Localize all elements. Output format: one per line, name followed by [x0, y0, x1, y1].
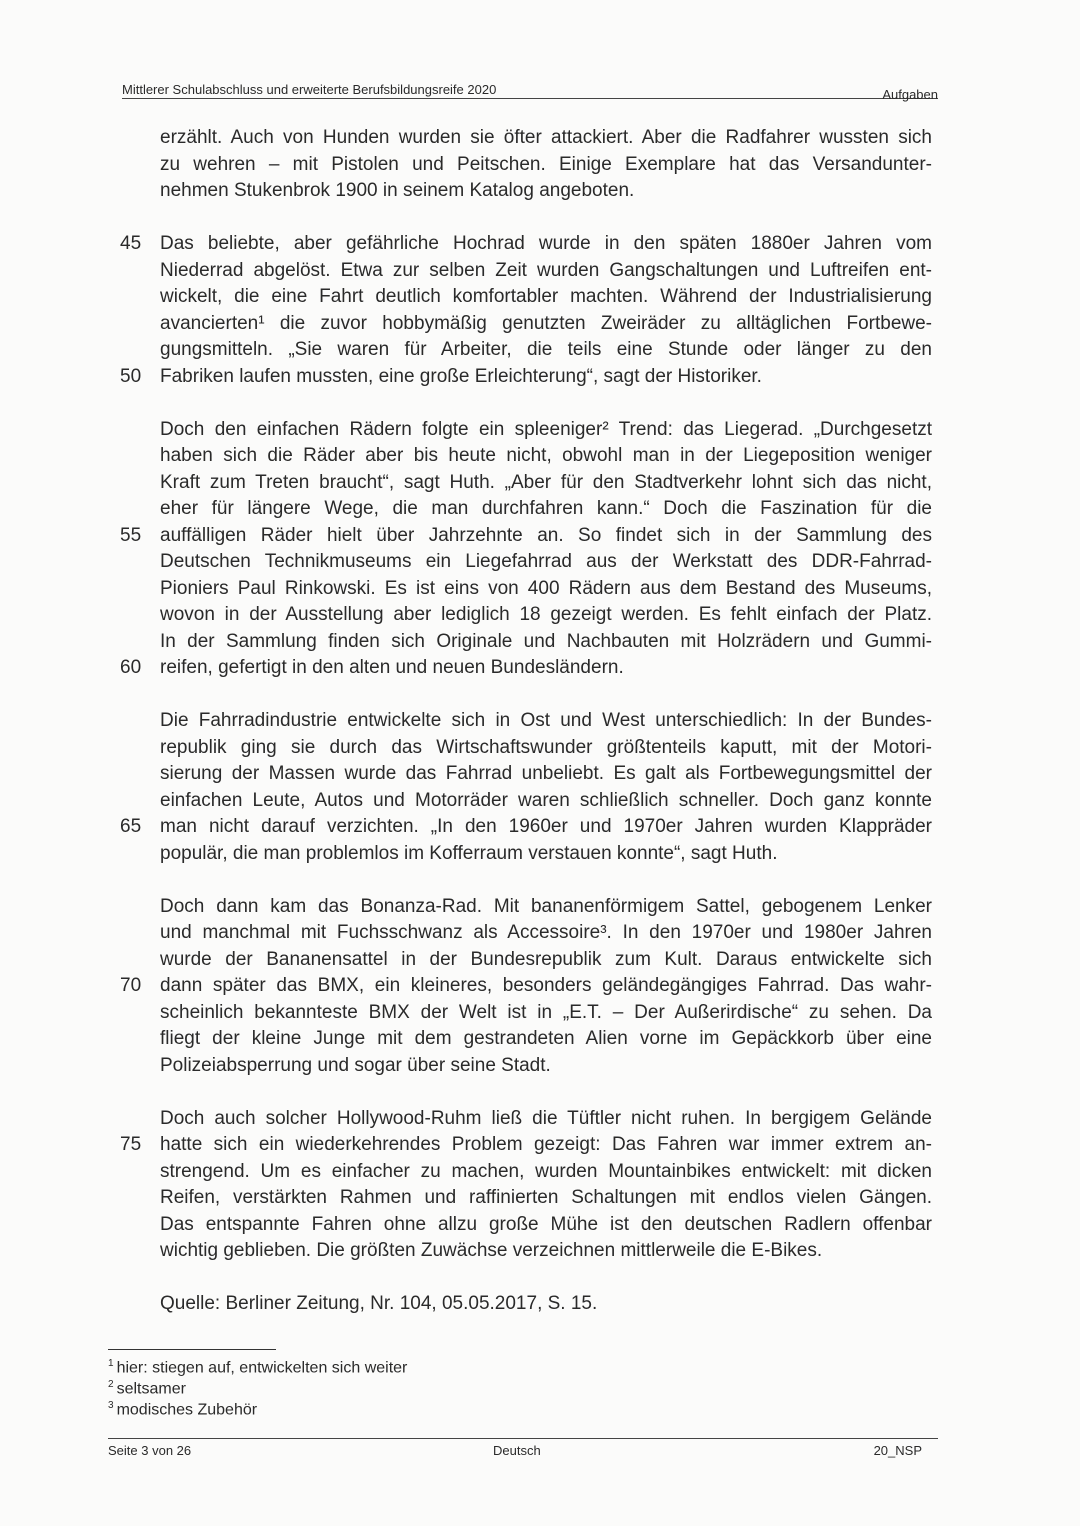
text-line	[160, 1000, 932, 1027]
text-line	[160, 629, 932, 656]
text-line	[160, 417, 932, 444]
line-text: nehmen Stukenbrok 1900 in seinem Katalog angeboten.	[160, 180, 635, 201]
text-line	[160, 761, 932, 788]
line-text: Deutschen Technikmuseums ein Liegefahrrad aus der Werkstatt des DDR-Fahrrad-	[160, 551, 932, 572]
line-text: Kraft zum Treten braucht“, sagt Huth. „Aber für den Stadtverkehr lohnt sich das nicht,	[160, 471, 932, 493]
line-text: wichtig geblieben. Die größten Zuwächse verzeichnen mittlerweile die E-Bikes.	[160, 1240, 823, 1261]
line-text: eher für längere Wege, die man durchfahren kann.“ Doch die Faszination für die	[160, 498, 932, 519]
text-line	[160, 549, 932, 576]
line-text: dann später das BMX, ein kleineres, besonders geländegängiges Fahrrad. Das wahr-	[160, 975, 932, 996]
paragraph-gap	[160, 1265, 932, 1292]
text-line	[160, 178, 932, 205]
line-text: populär, die man problemlos im Kofferraum verstauen konnte“, sagt Huth.	[160, 842, 778, 864]
line-text: hatte sich ein wiederkehrendes Problem gezeigt: Das Fahren war immer extrem an-	[160, 1134, 932, 1155]
text-line	[160, 125, 932, 152]
text-line	[160, 1159, 932, 1186]
paragraph-gap	[160, 682, 932, 709]
paragraph-gap	[160, 390, 932, 417]
line-text: haben sich die Räder aber bis heute nicht, obwohl man in der Liegeposition weniger	[160, 445, 932, 466]
footnote-mark: 3	[108, 1400, 114, 1411]
line-text: Doch den einfachen Rädern folgte ein spleeniger² Trend: das Liegerad. „Durchgesetzt	[160, 418, 932, 440]
text-line	[160, 735, 932, 762]
source-citation	[160, 1291, 932, 1318]
line-number: 60	[120, 657, 142, 678]
page-number: Seite 3 von 26	[108, 1443, 192, 1458]
paragraph	[120, 1106, 932, 1265]
paragraph-gap	[160, 867, 932, 894]
footnote-2	[108, 1379, 186, 1398]
paragraph	[120, 231, 932, 390]
document-code: 20_NSP	[873, 1443, 922, 1458]
subject: Deutsch	[493, 1443, 541, 1458]
text-line	[120, 814, 932, 841]
line-text: Polizeiabsperrung und sogar über seine Stadt.	[160, 1054, 551, 1076]
text-line	[160, 576, 932, 603]
text-line	[160, 1106, 932, 1133]
paragraph	[120, 894, 932, 1080]
text-line	[160, 788, 932, 815]
line-text: gungsmitteln. „Sie waren für Arbeiter, die teils eine Stunde oder länger zu den	[160, 339, 932, 360]
line-text: In der Sammlung finden sich Originale und Nachbauten mit Holzrädern und Gummi-	[160, 630, 932, 652]
line-text: sierung der Massen wurde das Fahrrad unbeliebt. Es galt als Fortbewegungsmittel der	[160, 763, 932, 784]
line-text: Fabriken laufen mussten, eine große Erleichterung“, sagt der Historiker.	[160, 365, 762, 387]
line-text: Das beliebte, aber gefährliche Hochrad wurde in den späten 1880er Jahren vom	[160, 233, 932, 254]
line-text: wurde der Bananensattel in der Bundesrepublik zum Kult. Daraus entwickelte sich	[160, 948, 932, 970]
text-line	[160, 1212, 932, 1239]
text-line	[160, 1026, 932, 1053]
text-line	[160, 1238, 932, 1265]
footnote-divider	[108, 1349, 276, 1350]
footnote-text: hier: stiegen auf, entwickelten sich weiter	[116, 1359, 408, 1377]
footnote-mark: 1	[108, 1358, 114, 1369]
line-text: wickelt, die eine Fahrt deutlich komfortabler machten. Während der Industrialisierung	[160, 286, 932, 307]
text-line	[160, 1291, 932, 1318]
header-title: Mittlerer Schulabschluss und erweiterte Berufsbildungsreife 2020	[122, 82, 497, 97]
paragraph-gap	[160, 1079, 932, 1106]
page-header	[122, 80, 938, 102]
text-line	[120, 523, 932, 550]
line-text: strengend. Um es einfacher zu machen, wurden Mountainbikes entwickelt: mit dicken	[160, 1160, 932, 1182]
footnote-1	[108, 1358, 407, 1377]
line-text: Quelle: Berliner Zeitung, Nr. 104, 05.05.2017, S. 15.	[160, 1293, 598, 1314]
line-number: 45	[120, 233, 142, 254]
text-line	[160, 284, 932, 311]
text-line	[160, 337, 932, 364]
line-text: Pioniers Paul Rinkowski. Es ist eins von 400 Rädern aus dem Bestand des Museums,	[160, 577, 932, 599]
text-line	[160, 470, 932, 497]
text-line	[160, 311, 932, 338]
text-line	[160, 708, 932, 735]
line-number: 70	[120, 975, 142, 996]
line-text: Die Fahrradindustrie entwickelte sich in Ost und West unterschiedlich: In der Bundes-	[160, 710, 932, 731]
text-line	[120, 364, 932, 391]
footnote-text: seltsamer	[116, 1380, 186, 1398]
footnote-text: modisches Zubehör	[116, 1401, 258, 1419]
line-text: scheinlich bekannteste BMX der Welt ist in „E.T. – Der Außerirdische“ zu sehen. Da	[160, 1001, 932, 1023]
text-line	[160, 894, 932, 921]
text-line	[160, 1185, 932, 1212]
text-line	[160, 1053, 932, 1080]
line-text: Doch dann kam das Bonanza-Rad. Mit bananenförmigem Sattel, gebogenem Lenker	[160, 895, 932, 917]
line-number: 65	[120, 816, 142, 837]
line-number: 55	[120, 524, 142, 546]
text-line	[120, 231, 932, 258]
line-text: republik ging sie durch das Wirtschaftswunder größtenteils kaputt, mit der Motori-	[160, 736, 932, 758]
line-number: 50	[120, 365, 142, 387]
text-line	[160, 496, 932, 523]
line-number: 75	[120, 1134, 142, 1155]
paragraph-gap	[160, 205, 932, 232]
article-body	[120, 125, 932, 1318]
text-line	[160, 258, 932, 285]
text-line	[120, 1132, 932, 1159]
text-line	[160, 602, 932, 629]
text-line	[160, 443, 932, 470]
text-line	[120, 655, 932, 682]
line-text: einfachen Leute, Autos und Motorräder waren schließlich schneller. Doch ganz konnte	[160, 789, 932, 811]
text-line	[160, 947, 932, 974]
line-text: und manchmal mit Fuchsschwanz als Accessoire³. In den 1970er und 1980er Jahren	[160, 922, 932, 943]
page-footer	[108, 1438, 938, 1458]
paragraph	[120, 417, 932, 682]
line-text: auffälligen Räder hielt über Jahrzehnte an. So findet sich in der Sammlung des	[160, 524, 932, 546]
line-text: wovon in der Ausstellung aber lediglich 18 gezeigt werden. Es fehlt einfach der Platz.	[160, 604, 932, 625]
line-text: fliegt der kleine Junge mit dem gestrandeten Alien vorne im Gepäckkorb über eine	[160, 1028, 932, 1049]
line-text: avancierten¹ die zuvor hobbymäßig genutzten Zweiräder zu alltäglichen Fortbewe-	[160, 312, 932, 334]
line-text: Niederrad abgelöst. Etwa zur selben Zeit wurden Gangschaltungen und Luftreifen ent-	[160, 259, 932, 281]
line-text: man nicht darauf verzichten. „In den 1960er und 1970er Jahren wurden Klappräder	[160, 816, 932, 837]
line-text: Doch auch solcher Hollywood-Ruhm ließ die Tüftler nicht ruhen. In bergigem Gelände	[160, 1107, 932, 1129]
header-section: Aufgaben	[882, 87, 938, 102]
line-text: erzählt. Auch von Hunden wurden sie öfter attackiert. Aber die Radfahrer wussten sich	[160, 127, 932, 148]
line-text: reifen, gefertigt in den alten und neuen Bundesländern.	[160, 657, 624, 678]
line-text: Reifen, verstärkten Rahmen und raffinierten Schaltungen mit endlos vielen Gängen.	[160, 1187, 932, 1208]
footnote-3	[108, 1400, 257, 1419]
text-line	[160, 920, 932, 947]
footnote-mark: 2	[108, 1379, 114, 1390]
line-text: zu wehren – mit Pistolen und Peitschen. Einige Exemplare hat das Versandunter-	[160, 153, 932, 175]
paragraph	[120, 708, 932, 867]
text-line	[120, 973, 932, 1000]
line-text: Das entspannte Fahren ohne allzu große Mühe ist den deutschen Radlern offenbar	[160, 1213, 932, 1235]
text-line	[160, 152, 932, 179]
text-line	[160, 841, 932, 868]
paragraph	[160, 125, 932, 205]
